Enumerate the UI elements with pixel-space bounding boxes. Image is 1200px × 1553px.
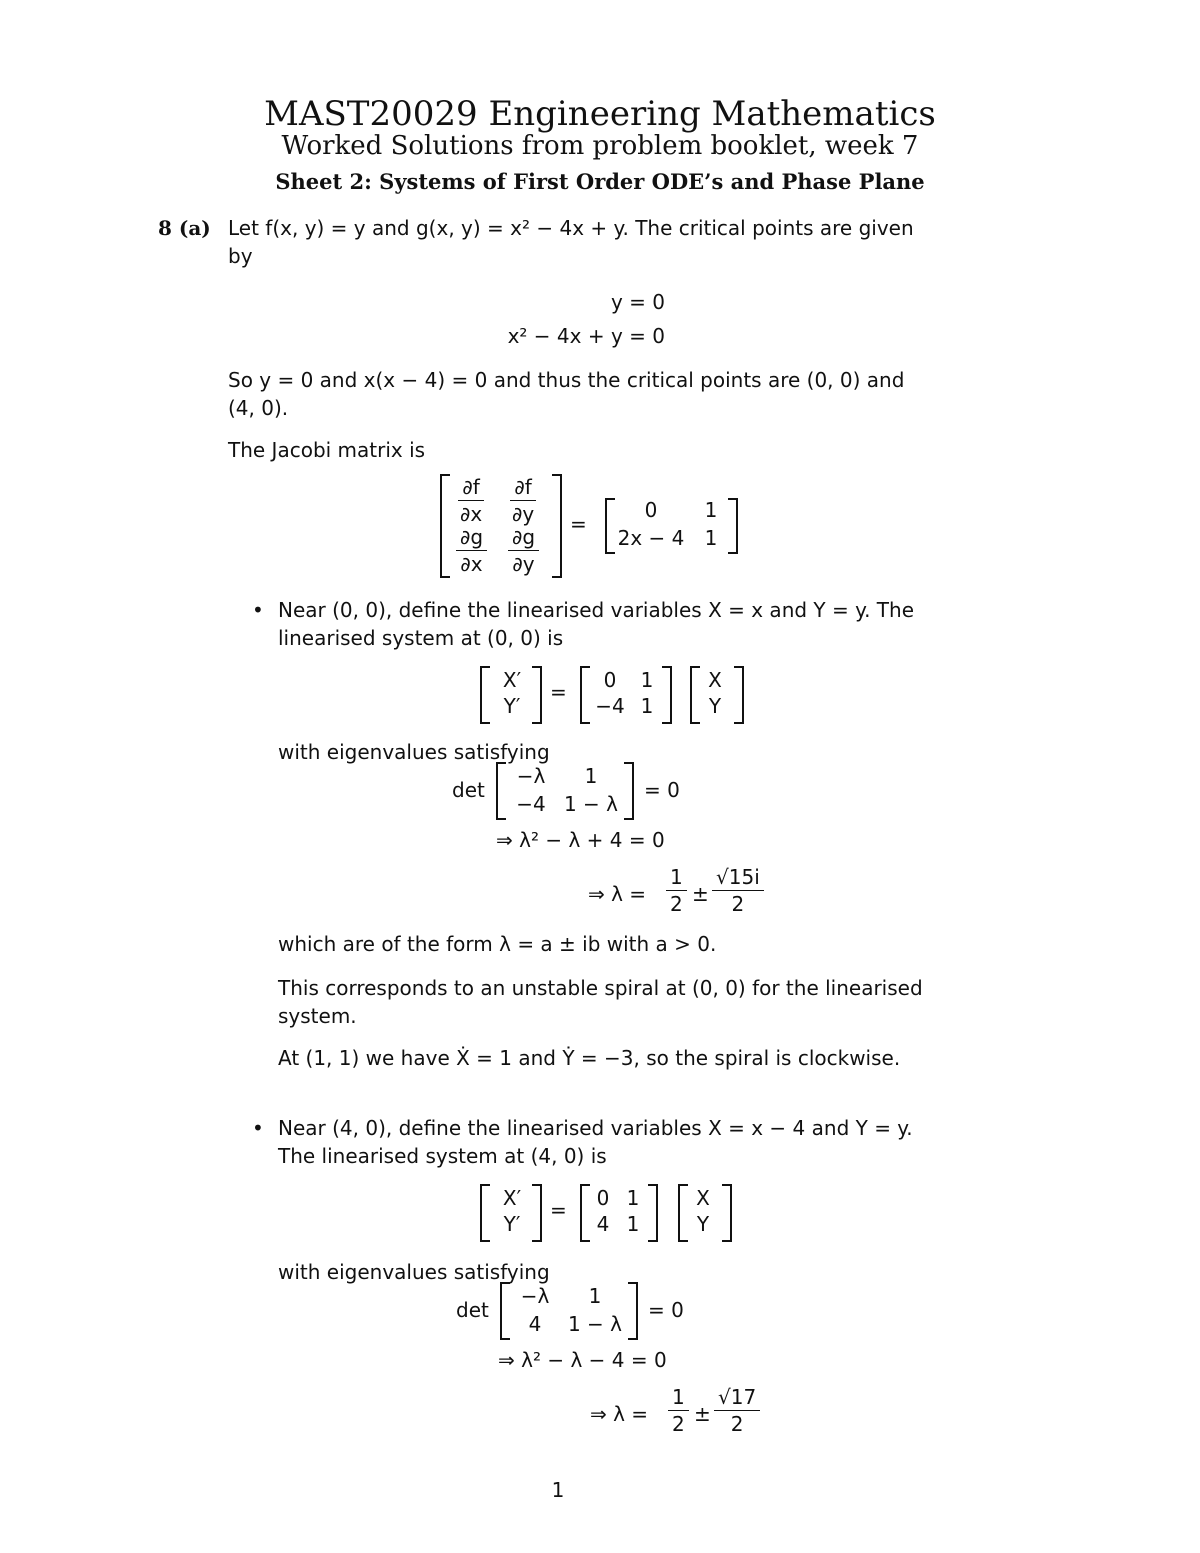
m2-11: 0 [596,1186,610,1210]
intro-line-2: by [228,244,253,268]
bullet-2-marker: • [252,1116,264,1140]
char-eq-2: ⇒ λ² − λ − 4 = 0 [498,1348,667,1372]
det-rhs: = 0 [644,778,680,802]
m2-12: 1 [626,1186,640,1210]
det-eq-2 [456,1282,716,1342]
linear-system-1 [480,666,750,726]
bullet-2-line-2: The linearised system at (4, 0) is [278,1144,607,1168]
so-line-2: (4, 0). [228,396,289,420]
critical-eq-2: x² − 4x + y = 0 [507,324,665,348]
m1-12: 1 [640,668,654,692]
bullet-1-line-2: linearised system at (0, 0) is [278,626,564,650]
lhs2-x-prime: X′ [502,1186,522,1210]
det-label: det [452,778,485,802]
jacobi-equals: = [570,512,587,536]
dg-dy: $\frac{\partial g}{\partial y}$ [508,524,539,577]
sheet-title: Sheet 2: Systems of First Order ODE’s and Phase Plane [275,169,925,194]
document-title: MAST20029 Engineering Mathematics [264,94,936,134]
bullet-1-marker: • [252,598,264,622]
intro-line-1: Let f(x, y) = y and g(x, y) = x² − 4x + y. The critical points are given [228,216,914,240]
lhs2-y-prime: Y′ [503,1212,521,1236]
d1-22: 1 − λ [563,792,619,816]
bullet-1-line-1: Near (0, 0), define the linearised variables X = x and Y = y. The [278,598,915,622]
form-text-1: which are of the form λ = a ± ib with a > 0. [278,932,717,956]
d2-11: −λ [520,1284,550,1308]
jacobi-text: The Jacobi matrix is [228,438,426,462]
char-eq-1: ⇒ λ² − λ + 4 = 0 [496,828,665,852]
system-1-equals: = [550,680,567,704]
vec-y: Y [708,694,722,718]
eigen-sol-1: ⇒ λ = $\frac{1}{2}$ ± $\frac{√15i}{2}$ [588,862,788,922]
d2-22: 1 − λ [567,1312,623,1336]
m2-22: 1 [626,1212,640,1236]
eigen-text-2: with eigenvalues satisfying [278,1260,550,1284]
d1-21: −4 [516,792,546,816]
jacobi-r11: 0 [644,498,658,522]
jacobi-matrix [440,474,740,582]
jacobi-r21: 2x − 4 [617,526,685,550]
d2-21: 4 [528,1312,542,1336]
conclusion-1-line-1: This corresponds to an unstable spiral at (0, 0) for the linearised [278,976,923,1000]
df-dx: $\frac{\partial f}{\partial x}$ [460,475,483,526]
lhs-y-prime: Y′ [503,694,521,718]
vec2-y: Y [696,1212,710,1236]
conclusion-1-line-2: system. [278,1004,357,1028]
eigen-text-1: with eigenvalues satisfying [278,740,550,764]
so-line-1: So y = 0 and x(x − 4) = 0 and thus the critical points are (0, 0) and [228,368,905,392]
linear-system-2 [480,1184,750,1244]
direction-text-1: At (1, 1) we have Ẋ = 1 and Ẏ = −3, so the spiral is clockwise. [278,1046,901,1070]
page-number: 1 [551,1478,565,1502]
df-dy: $\frac{\partial f}{\partial y}$ [512,475,535,526]
det2-rhs: = 0 [648,1298,684,1322]
jacobi-r22: 1 [704,526,718,550]
m1-22: 1 [640,694,654,718]
m1-11: 0 [603,668,617,692]
dg-dx: $\frac{\partial g}{\partial x}$ [456,524,487,577]
vec-x: X [708,668,722,692]
problem-label: 8 (a) [158,216,211,240]
vec2-x: X [696,1186,710,1210]
lhs-x-prime: X′ [502,668,522,692]
document-subtitle: Worked Solutions from problem booklet, week 7 [281,131,919,161]
d1-12: 1 [584,764,598,788]
bullet-2-line-1: Near (4, 0), define the linearised variables X = x − 4 and Y = y. [278,1116,913,1140]
m1-21: −4 [595,694,625,718]
eigen-sol-2: ⇒ λ = $\frac{1}{2}$ ± $\frac{√17}{2}$ [590,1382,790,1442]
det-eq-1 [452,762,712,822]
d2-12: 1 [588,1284,602,1308]
critical-eq-1: y = 0 [610,290,665,314]
jacobi-r12: 1 [704,498,718,522]
d1-11: −λ [516,764,546,788]
m2-21: 4 [596,1212,610,1236]
det2-label: det [456,1298,489,1322]
system-2-equals: = [550,1198,567,1222]
